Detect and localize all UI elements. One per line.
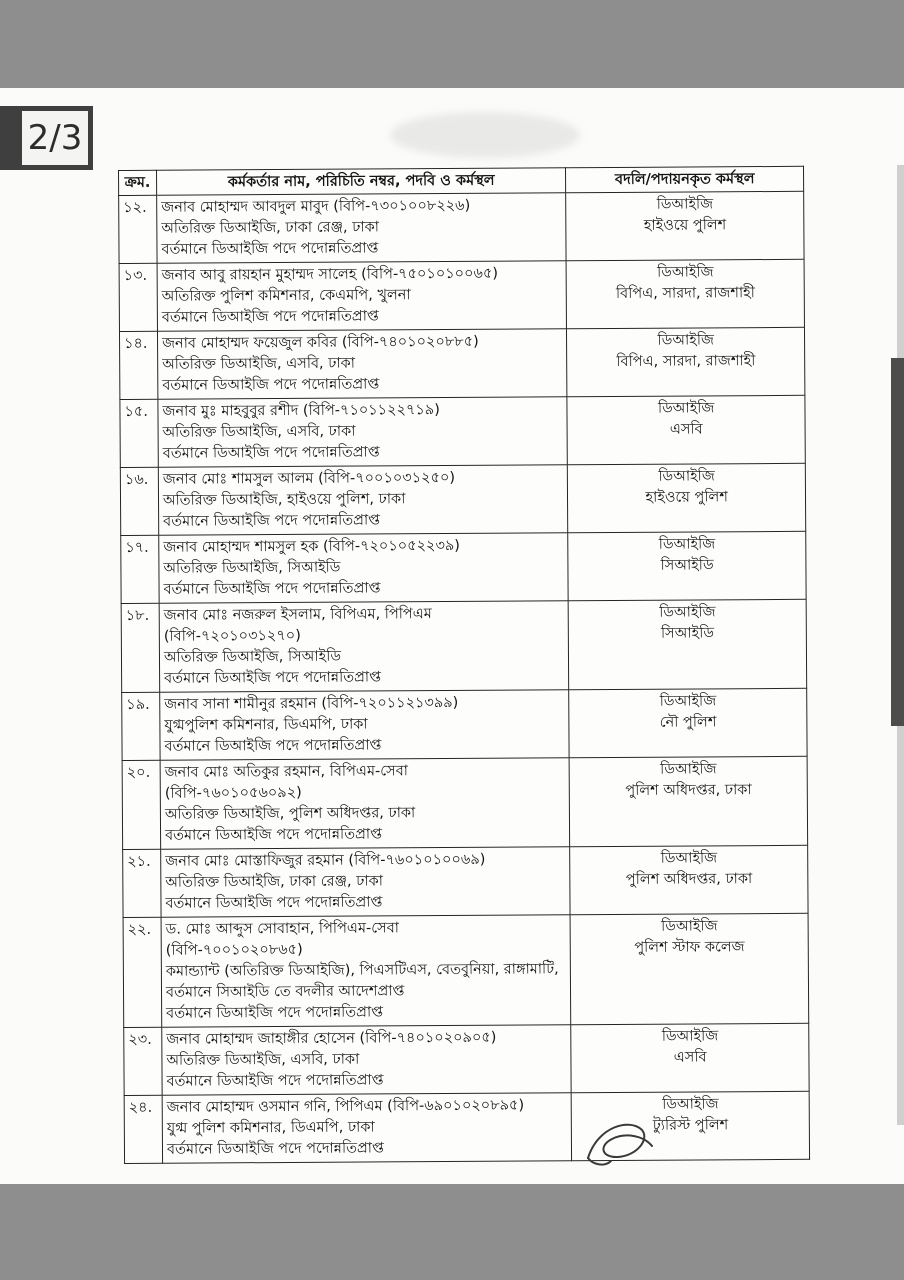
officer-detail-line: বর্তমানে ডিআইজি পদে পদোন্নতিপ্রাপ্ত (164, 669, 382, 687)
officer-detail-line: কমান্ড্যান্ট (অতিরিক্ত ডিআইজি), পিএসটিএস, বেতবুনিয়া, রাঙ্গামাটি, (165, 961, 559, 980)
serial-cell: ২১. (123, 849, 161, 917)
officer-detail-line: অতিরিক্ত ডিআইজি, সিআইডি (163, 559, 341, 577)
officer-details-cell (157, 261, 567, 331)
officer-detail-line: বর্তমানে ডিআইজি পদে পদোন্নতিপ্রাপ্ত (163, 512, 381, 530)
officer-detail-line: জনাব মোহাম্মদ শামসুল হক (বিপি-৭২০১০৫২২৩৯) (163, 537, 460, 556)
posting-line: পুলিশ অধিদপ্তর, ঢাকা (625, 782, 752, 799)
posting-line: পুলিশ অধিদপ্তর, ঢাকা (625, 871, 753, 888)
posting-line: বিপিএ, সারদা, রাজশাহী (616, 353, 756, 370)
posting-line: ডিআইজি (657, 264, 714, 281)
serial-cell: ২৪. (124, 1095, 162, 1163)
page-indicator-backdrop (0, 106, 93, 170)
posting-cell (571, 1023, 809, 1092)
officer-detail-line: যুগ্মপুলিশ কমিশনার, ডিএমপি, ঢাকা (164, 716, 368, 734)
header-officer-details: কর্মকর্তার নাম, পরিচিতি নম্বর, পদবি ও কর্মস্থল (156, 168, 566, 196)
posting-line: ডিআইজি (660, 761, 717, 778)
officer-detail-line: বর্তমানে ডিআইজি পদে পদোন্নতিপ্রাপ্ত (166, 1072, 384, 1090)
posting-line: ডিআইজি (661, 1028, 719, 1045)
officer-detail-line: জনাব মোঃ নজরুল ইসলাম, বিপিএম, পিপিএম (163, 606, 432, 624)
header-serial: ক্রম. (119, 170, 157, 195)
serial-cell: ১৪. (119, 331, 157, 399)
officer-details-cell (160, 758, 570, 849)
scan-top-band (0, 0, 904, 88)
posting-line: পুলিশ স্টাফ কলেজ (634, 939, 745, 956)
officer-detail-line: অতিরিক্ত ডিআইজি, এসবি, ঢাকা (162, 355, 356, 373)
table-row (119, 259, 804, 331)
scan-bottom-band (0, 1184, 904, 1280)
bleed-through-smudge (390, 112, 580, 158)
serial-cell: ১৮. (121, 603, 160, 692)
signature-scribble (578, 1116, 662, 1172)
officer-detail-line: অতিরিক্ত ডিআইজি, এসবি, ঢাকা (162, 423, 356, 441)
officer-detail-line: জনাব মোহাম্মদ জাহাঙ্গীর হোসেন (বিপি-৭৪০১০২০৯০৫) (166, 1029, 497, 1048)
header-posting: বদলি/পদায়নকৃত কর্মস্থল (566, 166, 804, 192)
table-row (121, 531, 806, 603)
officer-details-cell (158, 397, 568, 467)
page-indicator: 2/3 (22, 111, 88, 165)
posting-line: হাইওয়ে পুলিশ (645, 489, 728, 506)
officer-detail-line: বর্তমানে ডিআইজি পদে পদোন্নতিপ্রাপ্ত (165, 826, 383, 844)
officer-detail-line: বর্তমানে ডিআইজি পদে পদোন্নতিপ্রাপ্ত (161, 240, 379, 258)
posting-line: ডিআইজি (662, 1096, 719, 1113)
posting-line: ডিআইজি (658, 468, 715, 485)
officer-detail-line: জনাব মোঃ শামসুল আলম (বিপি-৭০০১০৩১২৫০) (162, 469, 456, 488)
officer-detail-line: জনাব আবু রায়হান মুহাম্মদ সালেহ (বিপি-৭৫০১০১০০৬৫) (161, 265, 499, 284)
posting-line: এসবি (669, 421, 703, 438)
posting-line: ডিআইজি (656, 196, 714, 213)
officer-details-cell (159, 533, 569, 603)
officer-detail-line: বর্তমানে ডিআইজি পদে পদোন্নতিপ্রাপ্ত (166, 1140, 384, 1158)
table-row (120, 395, 805, 467)
posting-cell (566, 191, 804, 260)
posting-cell (570, 845, 808, 914)
serial-cell: ২০. (122, 760, 161, 849)
officer-detail-line: অতিরিক্ত ডিআইজি, সিআইডি (163, 648, 342, 666)
officer-detail-line: বর্তমানে ডিআইজি পদে পদোন্নতিপ্রাপ্ত (162, 376, 380, 394)
serial-cell: ১৬. (120, 467, 158, 535)
table-row (121, 599, 807, 692)
officer-detail-line: (বিপি-৭৬০১০৫৬০৯২) (164, 784, 302, 802)
serial-cell: ১৩. (119, 263, 157, 331)
officer-details-cell (158, 465, 568, 535)
posting-cell (569, 688, 807, 757)
table-row (122, 756, 808, 849)
serial-cell: ১৭. (121, 535, 159, 603)
serial-cell: ১৯. (122, 692, 160, 760)
officer-detail-line: অতিরিক্ত ডিআইজি, হাইওয়ে পুলিশ, ঢাকা (162, 491, 406, 509)
officer-detail-line: বর্তমানে ডিআইজি পদে পদোন্নতিপ্রাপ্ত (164, 737, 382, 755)
officer-detail-line: অতিরিক্ত পুলিশ কমিশনার, কেএমপি, খুলনা (161, 287, 411, 305)
officer-detail-line: অতিরিক্ত ডিআইজি, ঢাকা রেঞ্জ, ঢাকা (161, 219, 379, 237)
posting-cell (567, 327, 805, 396)
table-row (122, 688, 807, 760)
posting-line: বিপিএ, সারদা, রাজশাহী (615, 285, 755, 302)
posting-line: সিআইডি (660, 557, 714, 574)
table-row (123, 913, 809, 1027)
posting-line: হাইওয়ে পুলিশ (643, 217, 727, 234)
officer-detail-line: অতিরিক্ত ডিআইজি, এসবি, ঢাকা (166, 1051, 360, 1069)
table-row (124, 1091, 809, 1163)
table-row (123, 845, 808, 917)
officer-detail-line: ড. মোঃ আব্দুস সোবাহান, পিপিএম-সেবা (165, 920, 399, 938)
table-row (124, 1023, 809, 1095)
officer-detail-line: বর্তমানে সিআইডি তে বদলীর আদেশপ্রাপ্ত (165, 983, 405, 1001)
posting-line: এসবি (673, 1049, 707, 1066)
posting-cell (566, 259, 804, 328)
posting-line: ডিআইজি (657, 400, 715, 417)
posting-cell (568, 531, 806, 600)
officer-details-cell (157, 193, 567, 263)
posting-line: সিআইডি (660, 625, 715, 642)
transfer-order-table (118, 166, 810, 1164)
officer-details-cell (159, 601, 569, 692)
officer-detail-line: জনাব মোঃ মোস্তাফিজুর রহমান (বিপি-৭৬০১০১০০৬৯) (165, 851, 486, 870)
officer-detail-line: জনাব মোঃ অতিকুর রহমান, বিপিএম-সেবা (164, 763, 409, 781)
officer-details-cell (157, 329, 567, 399)
serial-cell: ১৫. (120, 399, 158, 467)
posting-line: নৌ পুলিশ (659, 714, 717, 731)
officer-detail-line: বর্তমানে ডিআইজি পদে পদোন্নতিপ্রাপ্ত (166, 1004, 384, 1022)
posting-line: ডিআইজি (659, 604, 716, 621)
serial-cell: ২২. (123, 917, 162, 1027)
table-row (120, 463, 805, 535)
serial-cell: ১২. (119, 195, 157, 263)
posting-cell (570, 913, 808, 1024)
posting-cell (567, 395, 805, 464)
officer-detail-line: বর্তমানে ডিআইজি পদে পদোন্নতিপ্রাপ্ত (165, 894, 383, 912)
posting-line: ট্যুরিস্ট পুলিশ (652, 1117, 729, 1134)
posting-cell (569, 756, 807, 846)
officer-detail-line: জনাব মোহাম্মদ ওসমান গনি, পিপিএম (বিপি-৬৯০১০২০৮৯৫) (166, 1097, 525, 1116)
scan-right-edge-dark-strip (891, 358, 904, 726)
officer-detail-line: যুগ্ম পুলিশ কমিশনার, ডিএমপি, ঢাকা (166, 1119, 375, 1137)
officer-detail-line: অতিরিক্ত ডিআইজি, পুলিশ অধিদপ্তর, ঢাকা (164, 805, 416, 823)
posting-line: ডিআইজি (661, 918, 718, 935)
officer-detail-line: জনাব মোহাম্মদ ফয়েজুল কবির (বিপি-৭৪০১০২০৮৮৫) (161, 333, 479, 352)
posting-line: ডিআইজি (659, 693, 717, 710)
table-row (119, 327, 804, 399)
officer-detail-line: বর্তমানে ডিআইজি পদে পদোন্নতিপ্রাপ্ত (162, 444, 380, 462)
officer-detail-line: বর্তমানে ডিআইজি পদে পদোন্নতিপ্রাপ্ত (161, 308, 379, 326)
posting-line: ডিআইজি (660, 850, 718, 867)
posting-cell (568, 463, 806, 532)
officer-detail-line: জনাব মুঃ মাহবুবুর রশীদ (বিপি-৭১০১১২২৭১৯) (162, 402, 440, 420)
officer-details-cell (162, 1093, 572, 1163)
officer-detail-line: (বিপি-৭০০১০২০৮৬৫) (165, 941, 303, 959)
table-row (119, 191, 804, 263)
posting-line: ডিআইজি (657, 332, 714, 349)
officer-detail-line: (বিপি-৭২০১০৩১২৭০) (163, 627, 301, 645)
table-body (119, 191, 810, 1163)
officer-detail-line: জনাব সানা শামীনুর রহমান (বিপি-৭২০১১২১৩৯৯) (164, 694, 459, 713)
officer-detail-line: অতিরিক্ত ডিআইজি, ঢাকা রেঞ্জ, ঢাকা (165, 873, 383, 891)
officer-details-cell (162, 1025, 572, 1095)
officer-detail-line: জনাব মোহাম্মদ আবদুল মাবুদ (বিপি-৭৩০১০০৮২২৬) (161, 197, 471, 216)
officer-details-cell (160, 690, 570, 760)
posting-cell (569, 599, 807, 689)
posting-line: ডিআইজি (658, 536, 716, 553)
serial-cell: ২৩. (124, 1027, 162, 1095)
officer-details-cell (161, 915, 571, 1027)
officer-details-cell (161, 847, 571, 917)
officer-detail-line: বর্তমানে ডিআইজি পদে পদোন্নতিপ্রাপ্ত (163, 580, 381, 598)
